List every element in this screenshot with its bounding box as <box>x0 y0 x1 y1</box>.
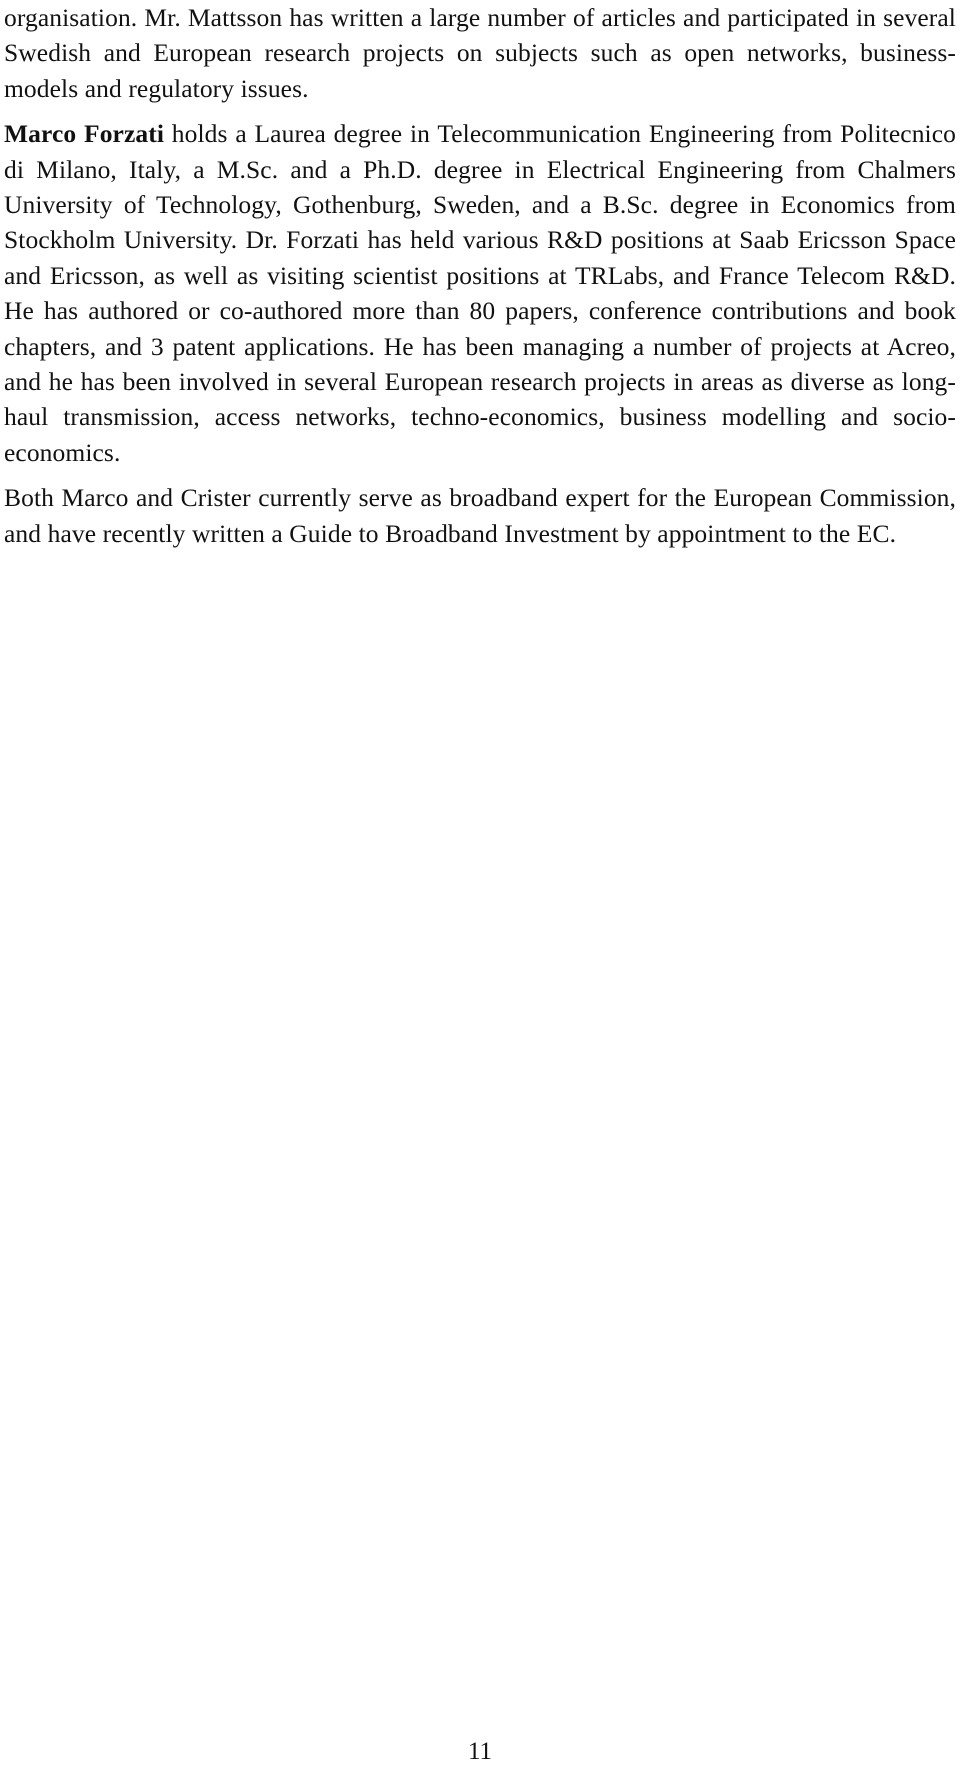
paragraph-text: organisation. Mr. Mattsson has written a large number of articles and participated in several Swedish and European research projects on subjects such as open networks, business-models and regulatory issues. <box>4 3 956 103</box>
paragraph-text: holds a Laurea degree in Telecommunication Engineering from Politecnico di Milano, Italy, a M.Sc. and a Ph.D. degree in Electrical Engineering from Chalmers University of Technology, Gothenburg, Sweden, and a B.Sc. degree in Economics from Stockholm University. Dr. Forzati has held various R&D positions at Saab Ericsson Space and Ericsson, as well as visiting scientist positions at TRLabs, and France Telecom R&D. He has authored or co-authored more than 80 papers, conference contributions and book chapters, and 3 patent applications. He has been managing a number of projects at Acreo, and he has been involved in several European research projects in areas as diverse as long-haul transmission, access networks, techno-economics, business modelling and socio-economics. <box>4 119 956 467</box>
page-number: 11 <box>467 1738 493 1765</box>
paragraph-mattsson-bio-continuation <box>4 0 956 106</box>
author-name-bold: Marco Forzati <box>4 119 165 149</box>
paragraph-broadband-experts <box>4 480 956 551</box>
body-text <box>4 0 956 561</box>
paragraph-forzati-bio <box>4 116 956 470</box>
paragraph-text: Both Marco and Crister currently serve as broadband expert for the European Commission, and have recently written a Guide to Broadband Investment by appointment to the EC. <box>4 483 956 548</box>
